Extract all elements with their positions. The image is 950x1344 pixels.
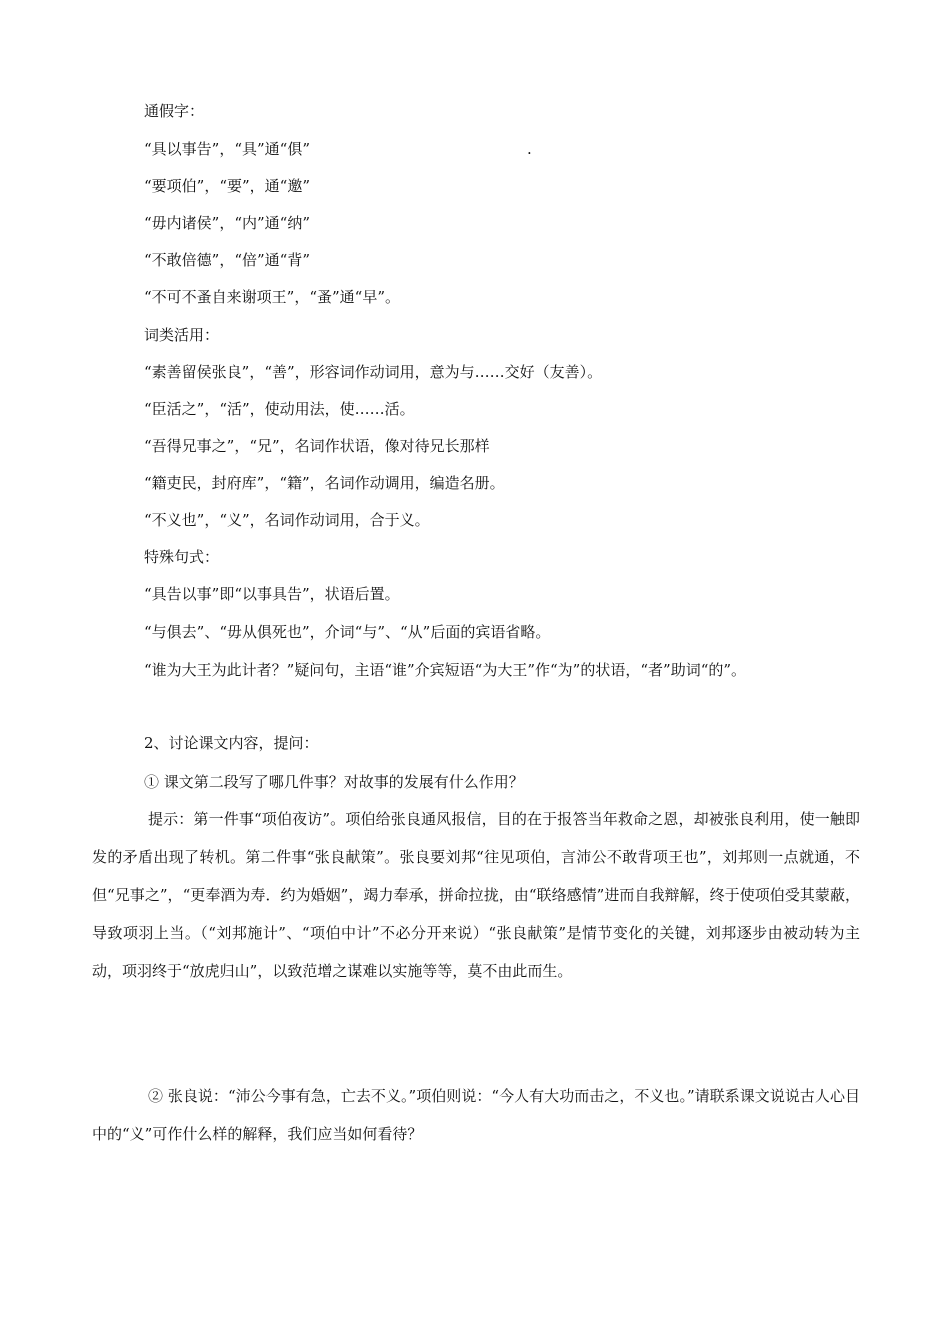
- stray-dot: .: [527, 140, 532, 158]
- question-1: ① 课文第二段写了哪几件事？对故事的发展有什么作用？: [144, 773, 524, 791]
- cilei-item: “不义也”，“义”，名词作动词用，合于义。: [144, 511, 430, 529]
- heading-teshu: 特殊句式：: [144, 548, 220, 566]
- cilei-item: “素善留侯张良”，“善”，形容词作动词用，意为与……交好（友善）。: [144, 363, 603, 381]
- teshu-long-paragraph: “谁为大王为此计者？”疑问句，主语“谁”介宾短语“为大王”作“为”的状语，“者”助词“的”。: [144, 661, 747, 679]
- cilei-item: “臣活之”，“活”，使动用法，使……活。: [144, 400, 415, 418]
- cilei-item: “吾得兄事之”，“兄”，名词作状语，像对待兄长那样: [144, 437, 490, 455]
- hint-1-paragraph: 提示：第一件事“项伯夜访”。项伯给张良通风报信，目的在于报答当年救命之恩，却被张良利用，使一触即发的矛盾出现了转机。第二件事“张良献策”。张良要刘邦“往见项伯，言沛公不敢背项王也”，刘邦则一点就通，不但“兄事之”，“更奉酒为寿．约为婚姻”，竭力奉承，拼命拉拢，由“联络感情”进而自我辩解，终于使项伯受其蒙蔽，导致项羽上当。（“刘邦施计”、“项伯中计”不必分开来说）“张良献策”是情节变化的关键，刘邦逐步由被动转为主动，项羽终于“放虎归山”，以致范增之谋难以实施等等，莫不由此而生。: [92, 810, 860, 980]
- tongjiazi-item: “不可不蚤自来谢项王”，“蚤”通“早”。: [144, 288, 401, 306]
- tongjiazi-item: “要项伯”，“要”，通“邀”: [144, 177, 311, 195]
- tongjiazi-item: “毋内诸侯”，“内”通“纳”: [144, 214, 311, 232]
- section-2-heading: 2、讨论课文内容，提问：: [144, 734, 319, 752]
- cilei-item: “籍吏民，封府库”，“籍”，名词作动调用，编造名册。: [144, 474, 505, 492]
- teshu-item: “与俱去”、“毋从俱死也”，介词“与”、“从”后面的宾语省略。: [144, 623, 551, 641]
- tongjiazi-item: “具以事告”，“具”通“俱”: [144, 140, 311, 158]
- tongjiazi-item: “不敢倍德”，“倍”通“背”: [144, 251, 311, 269]
- heading-tongjiazi: 通假字：: [144, 102, 205, 120]
- question-2: ② 张良说：“沛公今事有急，亡去不义。”项伯则说：“今人有大功而击之，不义也。”请联系课文说说古人心目中的“义”可作什么样的解释，我们应当如何看待？: [92, 1087, 860, 1143]
- teshu-item: “具告以事”即“以事具告”，状语后置。: [144, 585, 400, 603]
- heading-cilei: 词类活用：: [144, 326, 220, 344]
